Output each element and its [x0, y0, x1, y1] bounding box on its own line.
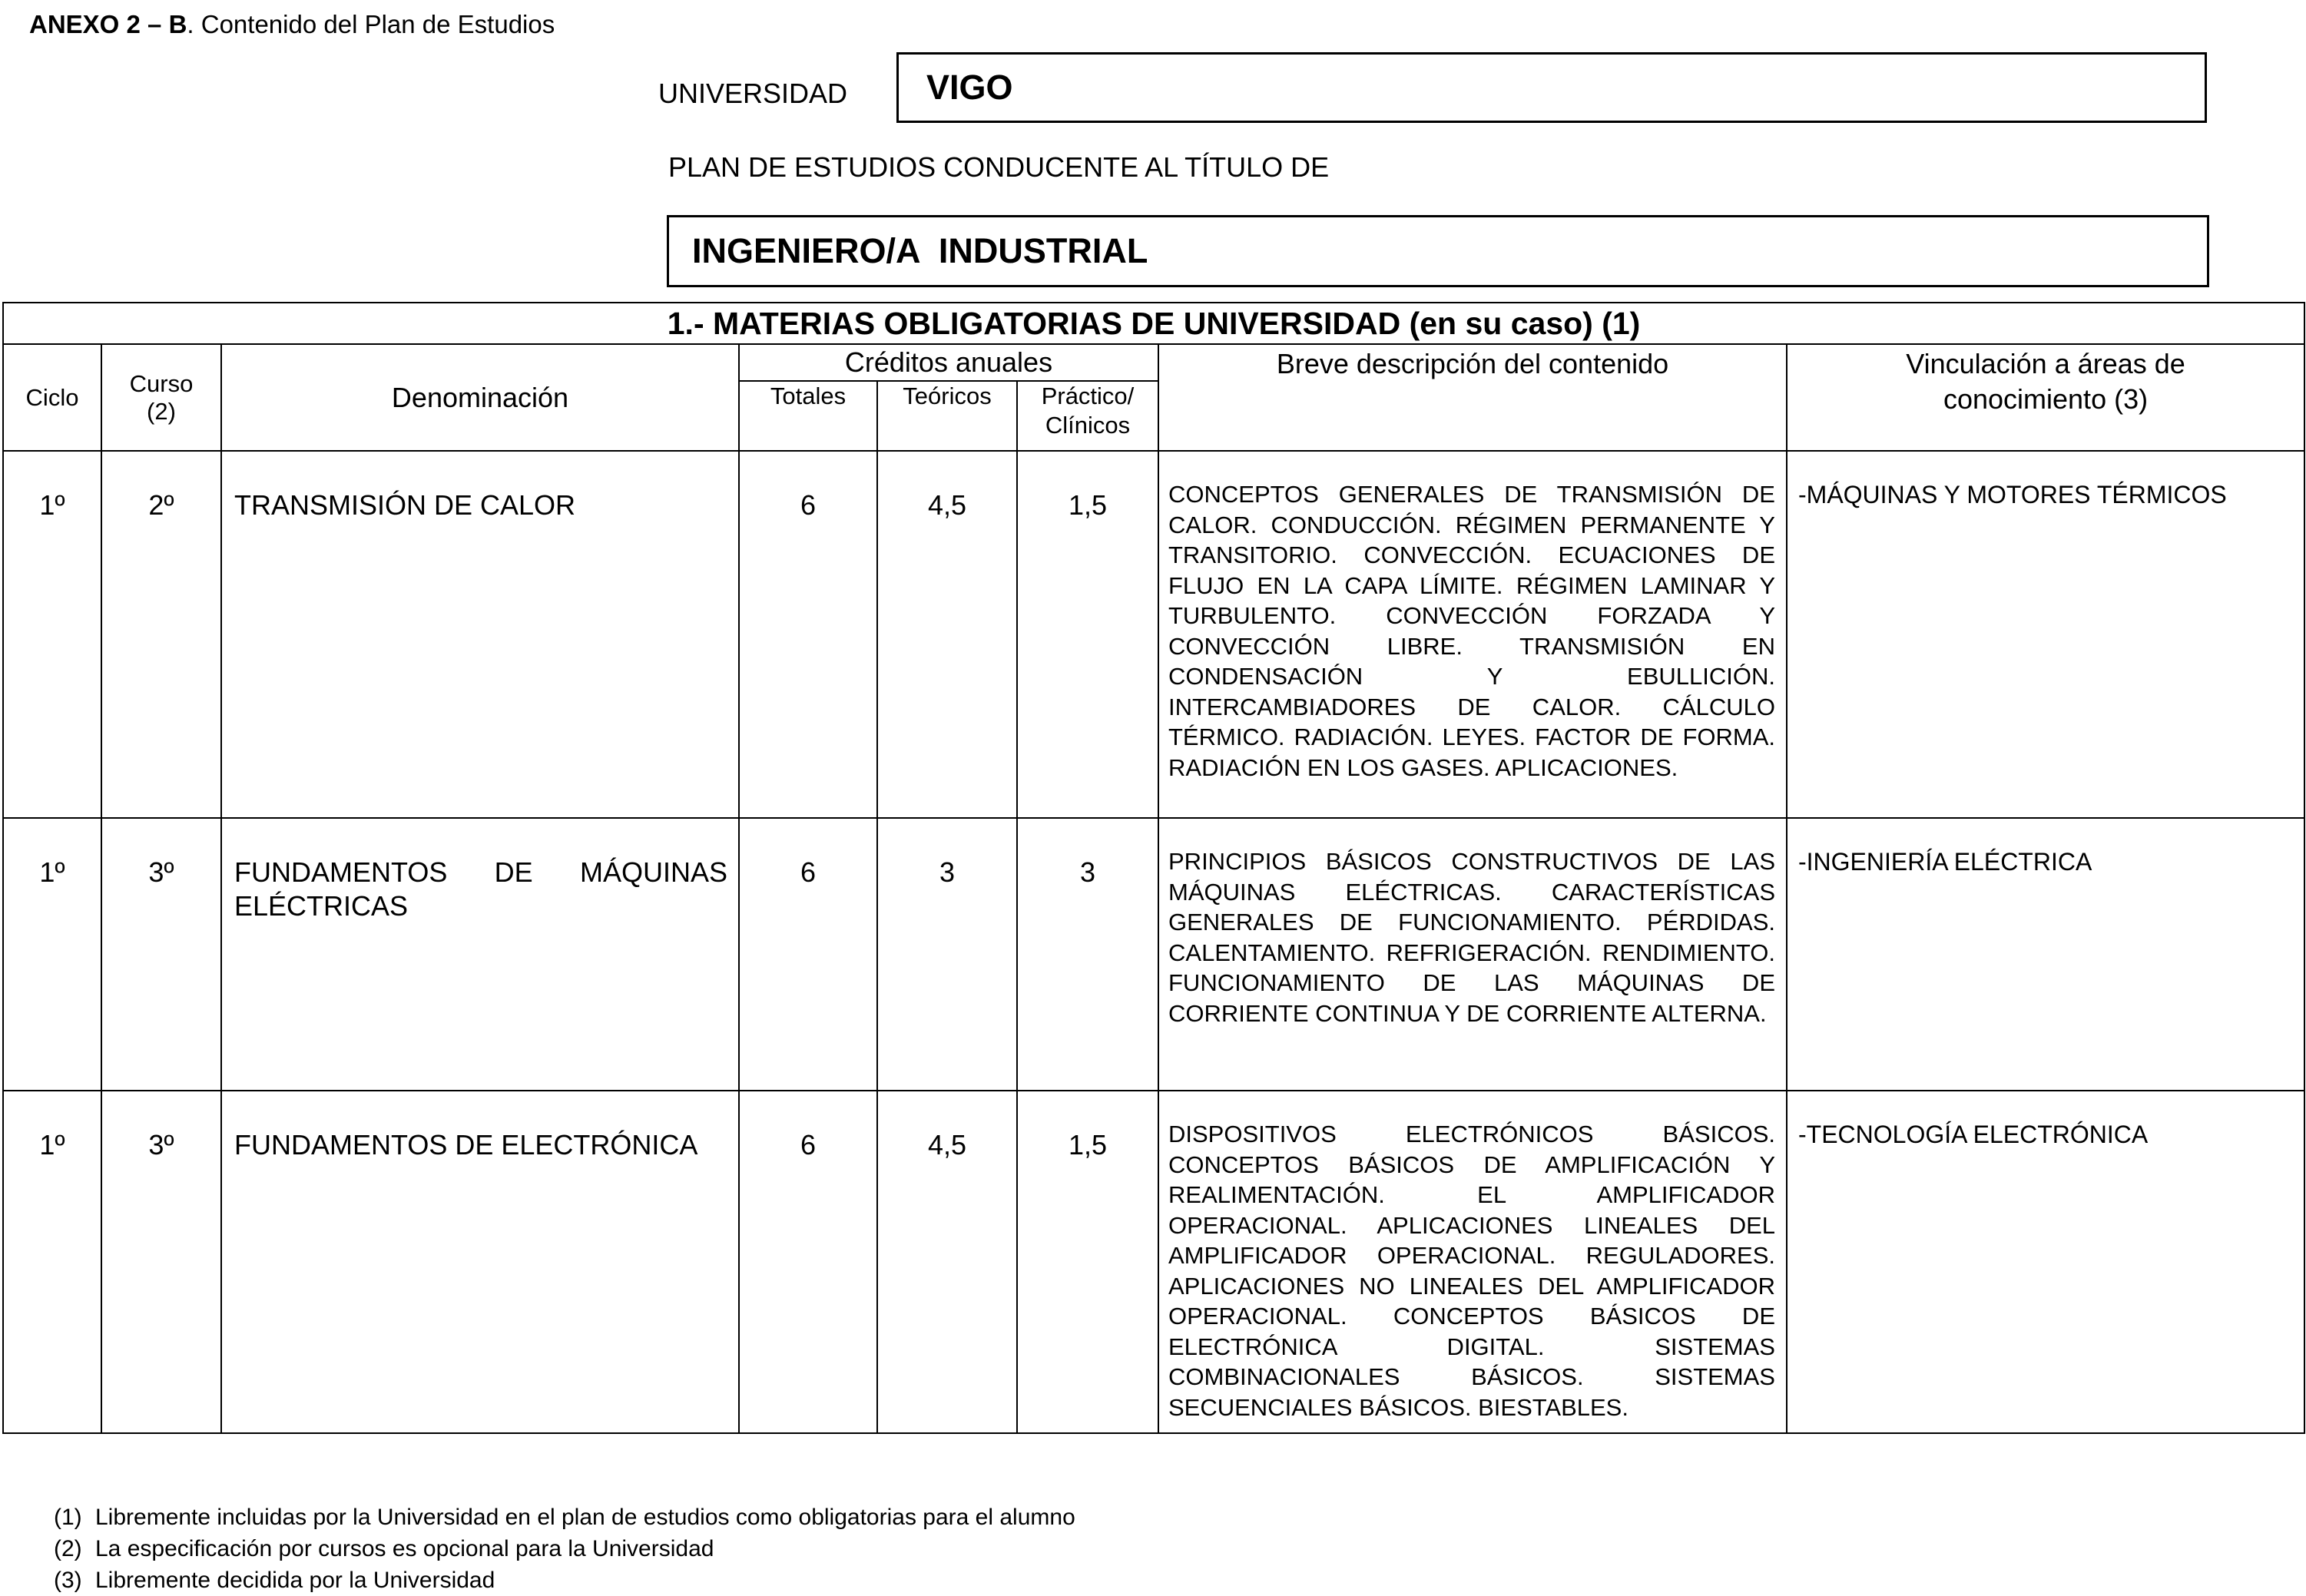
row-practicos: 1,5 — [1017, 451, 1158, 818]
col-header-curso-label: Curso — [129, 369, 194, 397]
annex-heading — [29, 8, 555, 41]
footnote — [54, 1502, 1075, 1533]
annex-title: . Contenido del Plan de Estudios — [187, 10, 555, 38]
row-ciclo: 1º — [3, 451, 101, 818]
row-vinculacion: -INGENIERÍA ELÉCTRICA — [1787, 818, 2304, 1091]
col-header-vinculacion-line2: conocimiento (3) — [1943, 383, 2149, 415]
col-header-ciclo: Ciclo — [3, 344, 101, 451]
degree-title: INGENIERO/A INDUSTRIAL — [667, 215, 2209, 287]
col-header-teoricos: Teóricos — [877, 381, 1017, 451]
row-teoricos: 3 — [877, 818, 1017, 1091]
row-practicos: 1,5 — [1017, 1091, 1158, 1433]
col-header-curso — [101, 344, 221, 451]
table-row — [3, 451, 2304, 818]
row-ciclo: 1º — [3, 1091, 101, 1433]
plan-label: PLAN DE ESTUDIOS CONDUCENTE AL TÍTULO DE — [668, 151, 1330, 183]
col-header-curso-note: (2) — [147, 397, 176, 425]
col-header-practicos-line2: Clínicos — [1045, 412, 1131, 439]
col-header-totales: Totales — [739, 381, 877, 451]
footnotes — [54, 1502, 1075, 1596]
footnote-text: Libremente incluidas por la Universidad en el plan de estudios como obligatorias para el alumno — [95, 1505, 1075, 1530]
footnote-number: (2) — [54, 1536, 82, 1561]
col-header-creditos: Créditos anuales — [739, 344, 1158, 381]
footnote-text: La especificación por cursos es opcional para la Universidad — [95, 1536, 714, 1561]
row-teoricos: 4,5 — [877, 451, 1017, 818]
university-label: UNIVERSIDAD — [658, 78, 848, 109]
row-totales: 6 — [739, 1091, 877, 1433]
col-header-practicos — [1017, 381, 1158, 451]
table-row — [3, 818, 2304, 1091]
row-totales: 6 — [739, 451, 877, 818]
row-descripcion: DISPOSITIVOS ELECTRÓNICOS BÁSICOS. CONCEPTOS BÁSICOS DE AMPLIFICACIÓN Y REALIMENTACIÓN. EL AMPLIFICADOR OPERACIONAL. APLICACIONES LINEALES DEL AMPLIFICADOR OPERACIONAL. REGULADORES. APLICACIONES NO LINEALES DEL AMPLIFICADOR OPERACIONAL. CONCEPTOS BÁSICOS DE ELECTRÓNICA DIGITAL. SISTEMAS COMBINACIONALES BÁSICOS. SISTEMAS SECUENCIALES BÁSICOS. BIESTABLES. — [1158, 1091, 1787, 1433]
row-descripcion: PRINCIPIOS BÁSICOS CONSTRUCTIVOS DE LAS MÁQUINAS ELÉCTRICAS. CARACTERÍSTICAS GENERALES DE FUNCIONAMIENTO. PÉRDIDAS. CALENTAMIENTO. REFRIGERACIÓN. RENDIMIENTO. FUNCIONAMIENTO DE LAS MÁQUINAS DE CORRIENTE CONTINUA Y DE CORRIENTE ALTERNA. — [1158, 818, 1787, 1091]
row-ciclo: 1º — [3, 818, 101, 1091]
row-curso: 2º — [101, 451, 221, 818]
row-descripcion: CONCEPTOS GENERALES DE TRANSMISIÓN DE CALOR. CONDUCCIÓN. RÉGIMEN PERMANENTE Y TRANSITORIO. CONVECCIÓN. ECUACIONES DE FLUJO EN LA CAPA LÍMITE. RÉGIMEN LAMINAR Y TURBULENTO. CONVECCIÓN FORZADA Y CONVECCIÓN LIBRE. TRANSMISIÓN EN CONDENSACIÓN Y EBULLICIÓN. INTERCAMBIADORES DE CALOR. CÁLCULO TÉRMICO. RADIACIÓN. LEYES. FACTOR DE FORMA. RADIACIÓN EN LOS GASES. APLICACIONES. — [1158, 451, 1787, 818]
col-header-vinculacion — [1787, 344, 2304, 451]
footnote — [54, 1565, 1075, 1596]
row-vinculacion: -MÁQUINAS Y MOTORES TÉRMICOS — [1787, 451, 2304, 818]
footnote — [54, 1533, 1075, 1565]
footnote-text: Libremente decidida por la Universidad — [95, 1568, 495, 1593]
col-header-practicos-line1: Práctico/ — [1041, 382, 1135, 409]
row-denominacion: FUNDAMENTOS DE MÁQUINAS ELÉCTRICAS — [221, 818, 739, 1091]
annex-number: ANEXO 2 – B — [29, 10, 187, 38]
row-curso: 3º — [101, 818, 221, 1091]
row-vinculacion: -TECNOLOGÍA ELECTRÓNICA — [1787, 1091, 2304, 1433]
footnote-number: (1) — [54, 1505, 82, 1530]
subjects-table — [2, 302, 2305, 1434]
row-totales: 6 — [739, 818, 877, 1091]
table-row — [3, 1091, 2304, 1433]
col-header-descripcion: Breve descripción del contenido — [1158, 344, 1787, 451]
col-header-denominacion: Denominación — [221, 344, 739, 451]
university-value: VIGO — [896, 52, 2207, 123]
row-denominacion: TRANSMISIÓN DE CALOR — [221, 451, 739, 818]
row-curso: 3º — [101, 1091, 221, 1433]
table-title: 1.- MATERIAS OBLIGATORIAS DE UNIVERSIDAD (en su caso) (1) — [3, 303, 2304, 344]
row-denominacion: FUNDAMENTOS DE ELECTRÓNICA — [221, 1091, 739, 1433]
footnote-number: (3) — [54, 1568, 82, 1593]
row-teoricos: 4,5 — [877, 1091, 1017, 1433]
col-header-vinculacion-line1: Vinculación a áreas de — [1906, 348, 2185, 379]
row-practicos: 3 — [1017, 818, 1158, 1091]
